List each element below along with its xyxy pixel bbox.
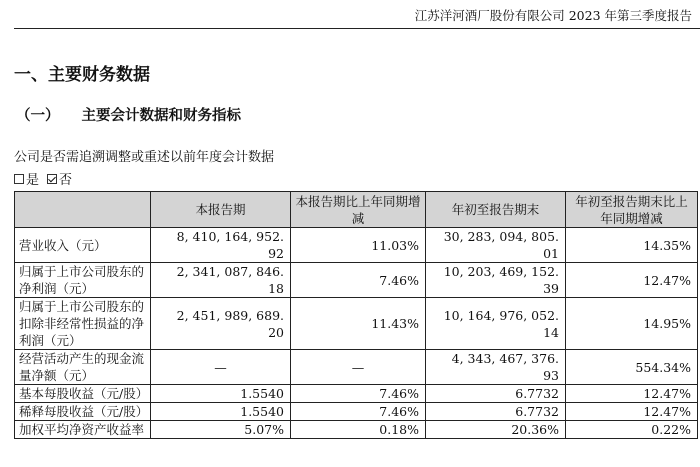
table-row	[15, 263, 698, 298]
cell-current: 5.07%	[151, 421, 291, 439]
cell-ytd-change: 14.35%	[566, 228, 698, 263]
cell-current: 1.5540	[151, 385, 291, 403]
subsection-number: （一）	[16, 108, 60, 124]
column-header-ytd: 年初至报告期末	[426, 192, 566, 228]
row-label: 归属于上市公司股东的扣除非经常性损益的净利润（元）	[15, 298, 151, 350]
column-header-label	[15, 192, 151, 228]
row-label: 营业收入（元）	[15, 228, 151, 263]
cell-current-change: 7.46%	[291, 403, 426, 421]
cell-ytd: 10, 203, 469, 152. 39	[426, 263, 566, 298]
column-header-current-change: 本报告期比上年同期增减	[291, 192, 426, 228]
row-label: 归属于上市公司股东的净利润（元）	[15, 263, 151, 298]
restatement-question: 公司是否需追溯调整或重述以前年度会计数据	[14, 150, 275, 165]
column-header-current: 本报告期	[151, 192, 291, 228]
subsection-label: 主要会计数据和财务指标	[81, 108, 241, 124]
option-yes[interactable]	[14, 169, 39, 188]
row-label: 加权平均净资产收益率	[15, 421, 151, 439]
column-header-ytd-change: 年初至报告期末比上年同期增减	[566, 192, 698, 228]
cell-ytd: 6.7732	[426, 403, 566, 421]
table-row	[15, 421, 698, 439]
cell-current-change: 0.18%	[291, 421, 426, 439]
row-label: 稀释每股收益（元/股）	[15, 403, 151, 421]
cell-ytd-change: 0.22%	[566, 421, 698, 439]
restatement-options	[14, 169, 80, 188]
cell-ytd-change: 554.34%	[566, 350, 698, 385]
cell-ytd: 6.7732	[426, 385, 566, 403]
cell-ytd: 10, 164, 976, 052. 14	[426, 298, 566, 350]
table-row	[15, 403, 698, 421]
financial-data-table	[14, 191, 698, 439]
table-row	[15, 350, 698, 385]
cell-ytd-change: 14.95%	[566, 298, 698, 350]
option-yes-label: 是	[26, 173, 40, 188]
table-row	[15, 298, 698, 350]
cell-current: 1.5540	[151, 403, 291, 421]
cell-current: 8, 410, 164, 952. 92	[151, 228, 291, 263]
cell-current: —	[151, 350, 291, 385]
cell-ytd-change: 12.47%	[566, 403, 698, 421]
subsection-title	[16, 104, 241, 125]
cell-current: 2, 451, 989, 689. 20	[151, 298, 291, 350]
table-row	[15, 385, 698, 403]
cell-ytd: 30, 283, 094, 805. 01	[426, 228, 566, 263]
row-label: 基本每股收益（元/股）	[15, 385, 151, 403]
cell-current-change: 11.43%	[291, 298, 426, 350]
cell-ytd: 20.36%	[426, 421, 566, 439]
cell-current-change: 7.46%	[291, 385, 426, 403]
header-divider	[14, 28, 700, 29]
table-row	[15, 228, 698, 263]
checkbox-yes-icon[interactable]	[14, 174, 24, 184]
cell-current-change: —	[291, 350, 426, 385]
cell-current: 2, 341, 087, 846. 18	[151, 263, 291, 298]
table-header-row	[15, 192, 698, 228]
page-header: 江苏洋河酒厂股份有限公司 2023 年第三季度报告	[414, 8, 692, 23]
option-no[interactable]	[47, 169, 72, 188]
cell-ytd: 4, 343, 467, 376. 93	[426, 350, 566, 385]
cell-ytd-change: 12.47%	[566, 385, 698, 403]
option-no-label: 否	[59, 173, 73, 188]
cell-current-change: 7.46%	[291, 263, 426, 298]
section-title: 一、主要财务数据	[14, 65, 150, 85]
checkbox-no-checked-icon[interactable]	[47, 174, 57, 184]
cell-current-change: 11.03%	[291, 228, 426, 263]
cell-ytd-change: 12.47%	[566, 263, 698, 298]
row-label: 经营活动产生的现金流量净额（元）	[15, 350, 151, 385]
